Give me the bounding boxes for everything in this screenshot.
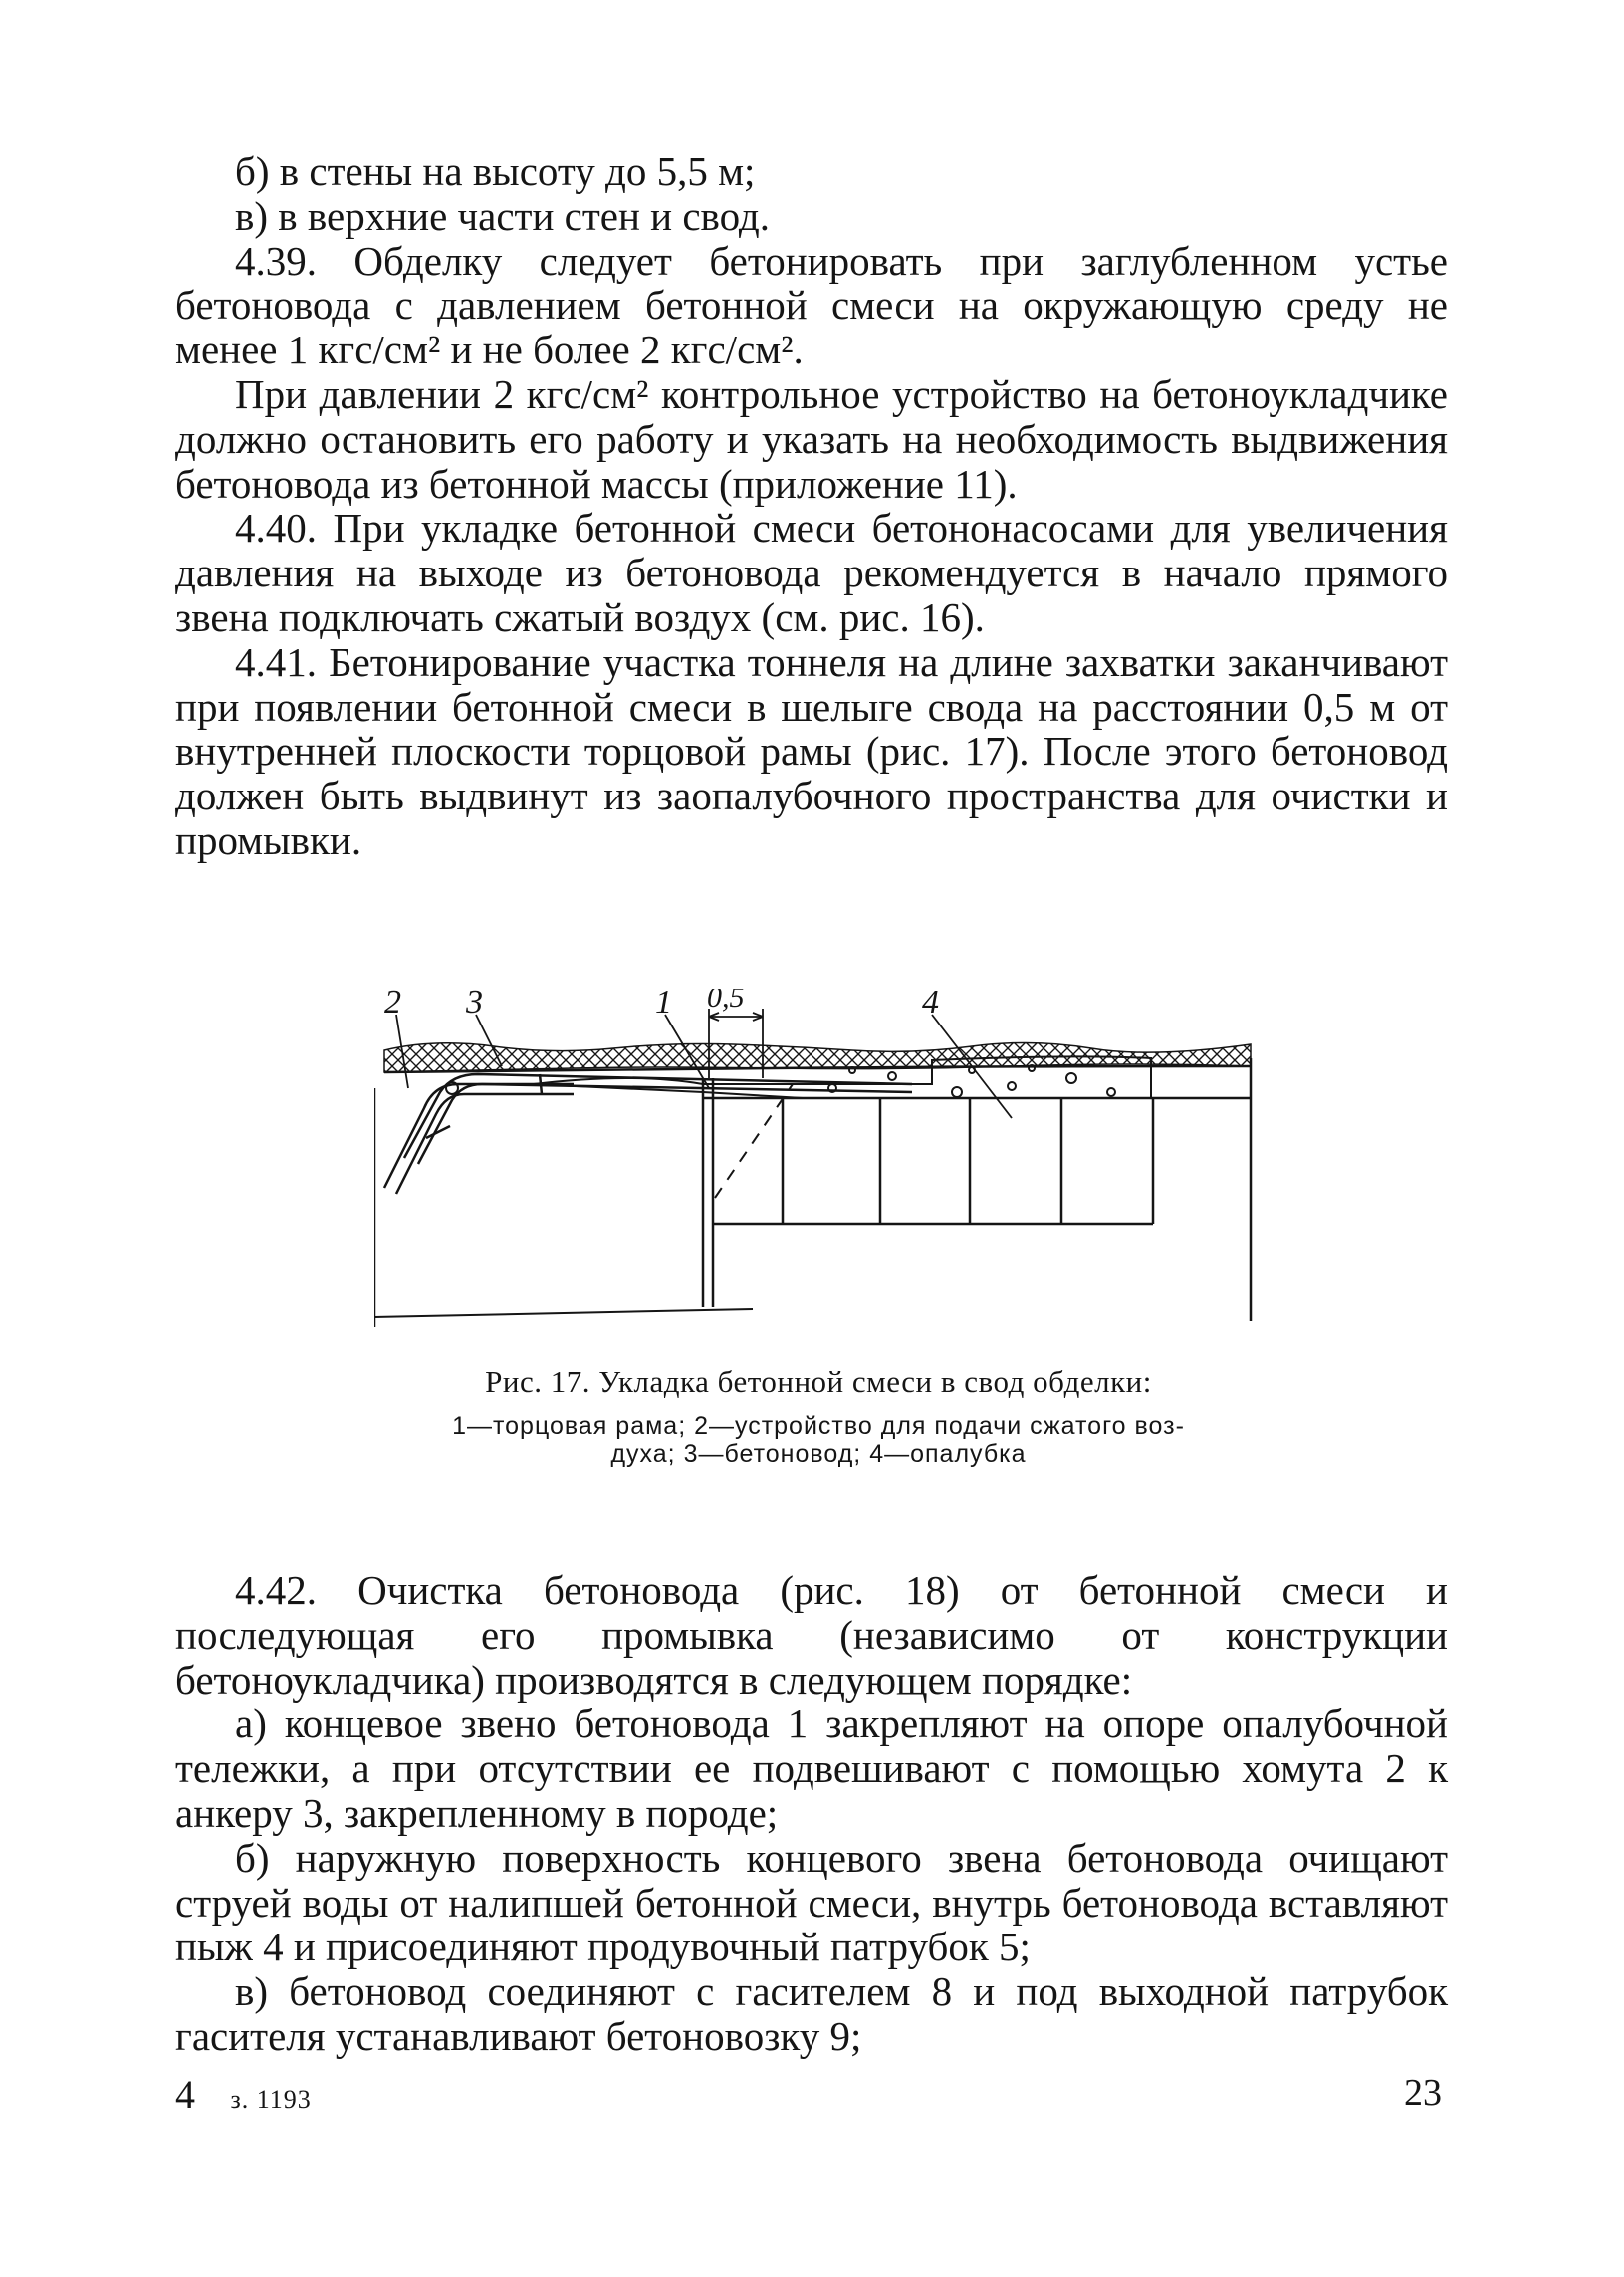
figure-label-2: 2 [384, 989, 401, 1021]
paragraph: в) бетоновод соединяют с гасителем 8 и под выходной патрубок гасителя устанавливают бетоновозку 9; [175, 1968, 1448, 2059]
paragraph: 4.39. Обделку следует бетонировать при заглубленном устье бетоновода с давлением бетонной смеси на окружающую среду не менее 1 кгс/см² и не более 2 кгс/см². [175, 237, 1448, 373]
caption-legend-line: духа; 3—бетоновод; 4—опалубка [610, 1440, 1027, 1468]
text-block-bottom [175, 1568, 1448, 2059]
dashed-flow-line [715, 1084, 793, 1198]
end-frame [703, 1078, 713, 1307]
figure-caption-legend [374, 1412, 1263, 1468]
concrete-pipe-lower [418, 1084, 912, 1164]
paragraph: б) наружную поверхность концевого звена бетоновода очищают струей воды от налипшей бетонной смеси, внутрь бетоновода вставляют пыж 4 и присоединяют продувочный патрубок 5; [175, 1834, 1448, 1970]
figure-caption-title: Рис. 17. Укладка бетонной смеси в свод обделки: [485, 1364, 1152, 1399]
caption-legend-line: 1—торцовая рама; 2—устройство для подачи сжатого воз- [452, 1412, 1185, 1440]
tunnel-bottom-line [374, 1309, 753, 1317]
figure-label-3: 3 [466, 989, 483, 1021]
paragraph: 4.40. При укладке бетонной смеси бетононасосами для увеличения давления на выходе из бетоновода рекомендуется в начало прямого звена подключать сжатый воздух (см. рис. 16). [175, 505, 1448, 640]
text-block-top [175, 149, 1448, 863]
paragraph: 4.41. Бетонирование участка тоннеля на длине захватки заканчивают при появлении бетонной смеси в шелыге свода на расстоянии 0,5 м от внутренней плоскости торцовой рамы (рис. 17). После этого бетоновод должен быть выдвинут из заопалубочного пространства для очистки и промывки. [175, 638, 1448, 863]
footer-signature [175, 2071, 312, 2118]
page-number: 23 [1404, 2072, 1442, 2114]
air-supply-pipe [384, 1084, 574, 1188]
paragraph: а) концевое звено бетоновода 1 закрепляют на опоре опалубочной тележки, а при отсутствии ее подвешивают с помощью хомута 2 к анкеру 3, закрепленному в породе; [175, 1701, 1448, 1836]
paragraph: При давлении 2 кгс/см² контрольное устройство на бетоноукладчике должно остановить его работу и указать на необходимость выдвижения бетоновода из бетонной массы (приложение 11). [175, 370, 1448, 507]
figure-label-4: 4 [922, 989, 939, 1021]
paragraph: в) в верхние части стен и свод. [235, 192, 771, 239]
paragraph: б) в стены на высоту до 5,5 м; [235, 148, 756, 194]
figure-17-diagram [374, 989, 1263, 1344]
figure-label-1: 1 [655, 989, 672, 1021]
paragraph: 4.42. Очистка бетоновода (рис. 18) от бетонной смеси и последующая его промывка (независимо от конструкции бетоноукладчика) производятся в следующем порядке: [175, 1567, 1448, 1703]
figure-label-dimension: 0,5 [707, 989, 745, 1014]
pipe-clamp-2 [540, 1074, 542, 1094]
order-number: з. 1193 [230, 2085, 312, 2114]
signature-number: 4 [175, 2072, 195, 2117]
